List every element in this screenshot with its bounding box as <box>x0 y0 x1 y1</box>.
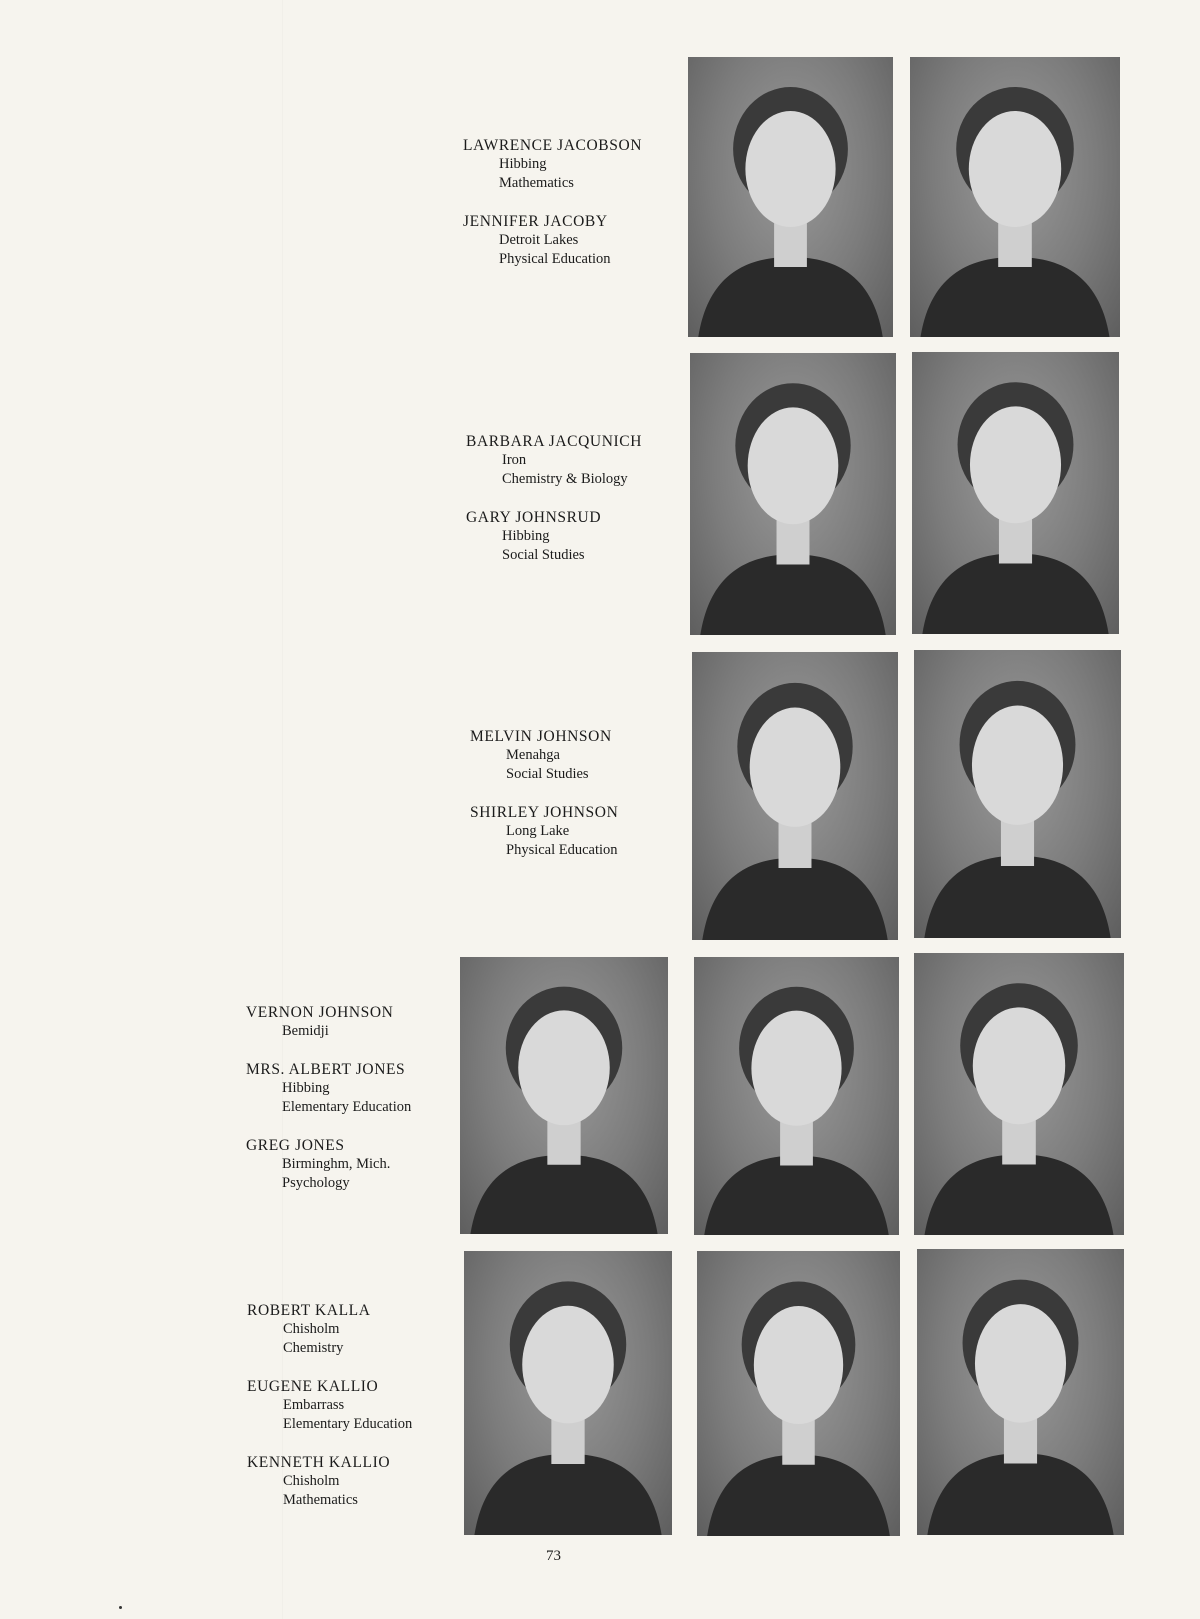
entry <box>246 1003 411 1041</box>
hometown: Hibbing <box>282 1080 330 1096</box>
face-shape <box>754 1306 843 1424</box>
caption-block-row-3 <box>470 727 618 860</box>
caption-block-row-1 <box>463 136 642 269</box>
portrait-photo <box>697 1251 900 1536</box>
hometown: Hibbing <box>502 528 550 544</box>
shoulders-shape <box>470 1155 657 1234</box>
student-name: KENNETH KALLIO <box>247 1454 391 1471</box>
portrait-photo <box>910 57 1120 337</box>
paper-speck <box>119 1606 122 1609</box>
student-name: ROBERT KALLA <box>247 1302 371 1319</box>
student-name: SHIRLEY JOHNSON <box>470 804 619 821</box>
portrait-photo <box>914 650 1121 938</box>
shoulders-shape <box>698 257 883 337</box>
hometown: Long Lake <box>506 823 570 839</box>
portrait-photo <box>914 953 1124 1235</box>
face-shape <box>748 407 839 524</box>
student-name: GREG JONES <box>246 1137 345 1154</box>
hometown: Bemidji <box>282 1023 329 1039</box>
hometown: Embarrass <box>283 1397 345 1413</box>
portrait-silhouette <box>690 353 896 635</box>
portrait-photo <box>460 957 668 1234</box>
entry <box>466 508 642 565</box>
portrait-silhouette <box>697 1251 900 1536</box>
major: Mathematics <box>283 1492 358 1508</box>
face-shape <box>750 708 841 827</box>
major: Elementary Education <box>282 1099 412 1115</box>
hometown: Chisholm <box>283 1473 340 1489</box>
portrait-silhouette <box>910 57 1120 337</box>
student-name: EUGENE KALLIO <box>247 1378 379 1395</box>
hometown: Hibbing <box>499 156 547 172</box>
student-name: JENNIFER JACOBY <box>463 213 608 230</box>
caption-block-row-2 <box>466 432 642 565</box>
portrait-photo <box>692 652 898 940</box>
portrait-photo <box>917 1249 1124 1535</box>
portrait-silhouette <box>688 57 893 337</box>
face-shape <box>969 111 1061 227</box>
shoulders-shape <box>922 553 1108 634</box>
hometown: Iron <box>502 452 527 468</box>
page-number: 73 <box>546 1548 561 1564</box>
portrait-silhouette <box>912 352 1119 634</box>
shoulders-shape <box>704 1156 889 1235</box>
student-name: MELVIN JOHNSON <box>470 728 612 745</box>
face-shape <box>751 1011 841 1126</box>
portrait-photo <box>912 352 1119 634</box>
shoulders-shape <box>474 1454 661 1535</box>
major: Mathematics <box>499 175 574 191</box>
face-shape <box>745 111 835 227</box>
face-shape <box>973 1007 1065 1124</box>
hometown: Menahga <box>506 747 560 763</box>
portrait-silhouette <box>914 650 1121 938</box>
caption-block-row-5 <box>247 1301 412 1510</box>
face-shape <box>970 406 1061 523</box>
portrait-silhouette <box>692 652 898 940</box>
entry <box>247 1377 412 1434</box>
caption-block-row-4 <box>246 1003 411 1193</box>
major: Physical Education <box>506 842 618 858</box>
entry <box>463 136 642 193</box>
entry <box>247 1453 412 1510</box>
entry <box>466 432 642 489</box>
major: Chemistry <box>283 1340 344 1356</box>
student-name: LAWRENCE JACOBSON <box>463 137 643 154</box>
student-name: BARBARA JACQUNICH <box>466 433 642 450</box>
face-shape <box>972 706 1063 825</box>
entry <box>247 1301 412 1358</box>
shoulders-shape <box>700 554 885 635</box>
hometown: Detroit Lakes <box>499 232 579 248</box>
student-name: MRS. ALBERT JONES <box>246 1061 406 1078</box>
shoulders-shape <box>927 1453 1113 1535</box>
shoulders-shape <box>925 1154 1114 1235</box>
entry <box>246 1060 411 1117</box>
portrait-silhouette <box>464 1251 672 1535</box>
student-name: GARY JOHNSRUD <box>466 509 602 526</box>
portrait-photo <box>694 957 899 1235</box>
portrait-silhouette <box>914 953 1124 1235</box>
major: Physical Education <box>499 251 611 267</box>
portrait-photo <box>690 353 896 635</box>
major: Psychology <box>282 1175 350 1191</box>
hometown: Birminghm, Mich. <box>282 1156 391 1172</box>
major: Chemistry & Biology <box>502 471 628 487</box>
shoulders-shape <box>924 856 1110 938</box>
major: Social Studies <box>502 547 585 563</box>
hometown: Chisholm <box>283 1321 340 1337</box>
face-shape <box>975 1304 1066 1422</box>
student-name: VERNON JOHNSON <box>246 1004 394 1021</box>
entry <box>470 803 618 860</box>
portrait-silhouette <box>460 957 668 1234</box>
portrait-photo <box>688 57 893 337</box>
shoulders-shape <box>707 1455 890 1536</box>
entry <box>246 1136 411 1193</box>
major: Social Studies <box>506 766 589 782</box>
portrait-photo <box>464 1251 672 1535</box>
face-shape <box>518 1010 610 1125</box>
shoulders-shape <box>921 257 1110 337</box>
face-shape <box>522 1306 614 1424</box>
shoulders-shape <box>702 858 887 940</box>
major: Elementary Education <box>283 1416 413 1432</box>
entry <box>470 727 618 784</box>
portrait-silhouette <box>694 957 899 1235</box>
entry <box>463 212 642 269</box>
portrait-silhouette <box>917 1249 1124 1535</box>
